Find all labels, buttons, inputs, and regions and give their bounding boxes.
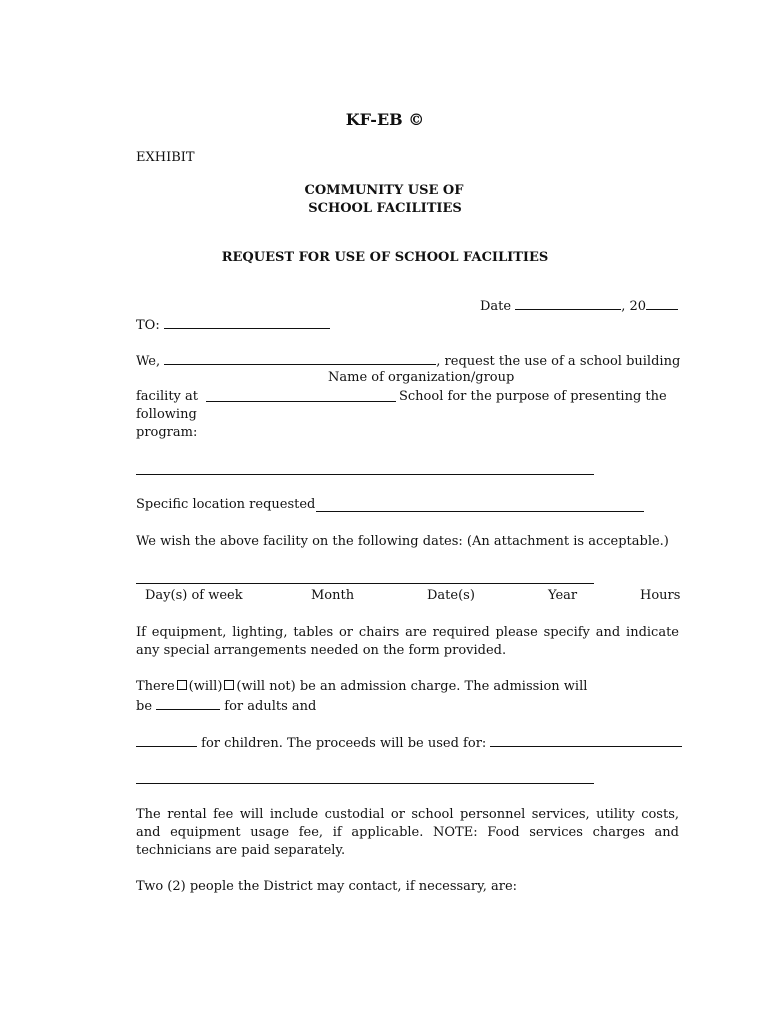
adults-line [136,697,316,714]
proceeds-field[interactable] [490,734,682,747]
form-subtitle: REQUEST FOR USE OF SCHOOL FACILITIES [221,250,549,265]
date-field[interactable] [515,297,621,310]
title-line-2: SCHOOL FACILITIES [308,201,462,216]
title-line-1: COMMUNITY USE OF [304,183,464,198]
rental-fee-paragraph: The rental fee will include custodial or school personnel services, utility costs, and equipment usage fee, if applicable. NOTE: Food services charges and technicians are paid separately. [136,807,679,858]
to-label: TO: [136,318,160,333]
will-not-checkbox[interactable] [224,680,234,690]
year-field[interactable] [646,297,678,310]
program-label: program: [136,425,198,440]
to-line [136,316,330,333]
year-prefix: , 20 [621,299,647,314]
we-line [136,352,680,369]
be-text: be [136,699,153,714]
facility-at-label: facility at [136,389,198,404]
program-field[interactable] [136,474,594,475]
location-field[interactable] [316,511,644,512]
column-year: Year [548,588,578,603]
column-dates: Date(s) [427,588,475,603]
contacts-text: Two (2) people the District may contact, if necessary, are: [136,879,518,894]
following-text: following [136,407,197,422]
location-label: Specific location requested [136,497,316,512]
column-hours: Hours [640,588,681,603]
there-text: There [136,679,175,694]
dates-sentence: We wish the above facility on the following dates: (An attachment is acceptable.) [136,534,669,549]
will-text: (will) [188,679,223,694]
for-adults-text: for adults and [224,699,317,714]
organization-caption: Name of organization/group [328,370,515,385]
date-line [480,297,678,314]
for-children-text: for children. The proceeds will be used for: [201,736,487,751]
will-checkbox[interactable] [177,680,187,690]
child-price-field[interactable] [136,734,197,747]
children-line [136,734,682,751]
column-days-of-week: Day(s) of week [145,588,243,603]
we-label: We, [136,354,161,369]
admission-line [136,679,587,694]
dates-field[interactable] [136,583,594,584]
will-not-text: (will not) be an admission charge. The admission will [236,679,588,694]
document-code: KF-EB © [345,110,425,129]
school-purpose-text: School for the purpose of presenting the [399,389,667,404]
adult-price-field[interactable] [156,697,220,710]
date-label: Date [480,299,512,314]
organization-field[interactable] [164,352,436,365]
school-field[interactable] [206,389,396,402]
column-month: Month [311,588,355,603]
request-text: , request the use of a school building [436,354,681,369]
exhibit-label: EXHIBIT [136,150,195,165]
to-field[interactable] [164,316,330,329]
proceeds-field-continued[interactable] [136,783,594,784]
equipment-paragraph: If equipment, lighting, tables or chairs are required please specify and indicate any special arrangements needed on the form provided. [136,625,679,658]
